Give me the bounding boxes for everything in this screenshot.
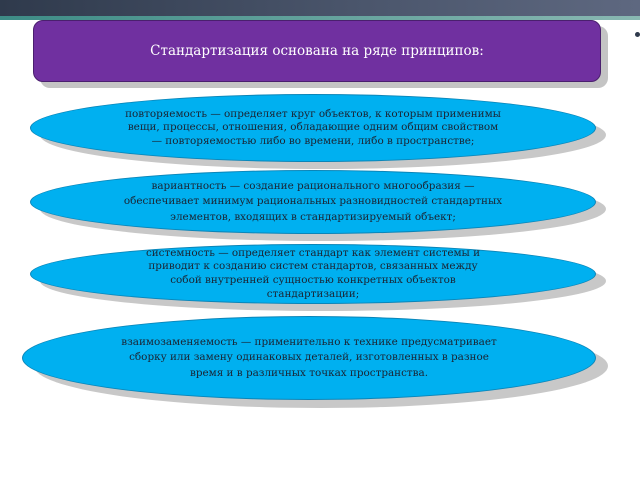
principle-text: повторяемость — определяет круг объектов, к которым применимы вещи, процессы, отношения, обладающие одним общим свойством — повторяемостью либо во времени, либо в пространстве; [125, 107, 501, 147]
side-marker [635, 32, 640, 37]
principle-ellipse-systematicity [30, 244, 596, 304]
principle-text: взаимозаменяемость — применительно к технике предусматривает сборку или замену одинаковых деталей, изготовленных в разное время и в различных точках пространства. [121, 336, 497, 379]
title-box [33, 20, 601, 82]
principle-ellipse-variability [30, 170, 596, 234]
top-decorative-bar [0, 0, 640, 16]
principle-text: системность — определяет стандарт как элемент системы и приводит к созданию систем стандартов, связанных между собой внутренней сущностью конкретных объектов стандартизации; [145, 246, 481, 300]
principle-ellipse-repeatability [30, 94, 596, 162]
principle-ellipse-interchangeability [22, 316, 596, 400]
slide-title: Стандартизация основана на ряде принципов: [150, 42, 484, 59]
principle-text: вариантность — создание рационального многообразия — обеспечивает минимум рациональных разновидностей стандартных элементов, входящих в стандартизируемый объект; [123, 180, 503, 223]
